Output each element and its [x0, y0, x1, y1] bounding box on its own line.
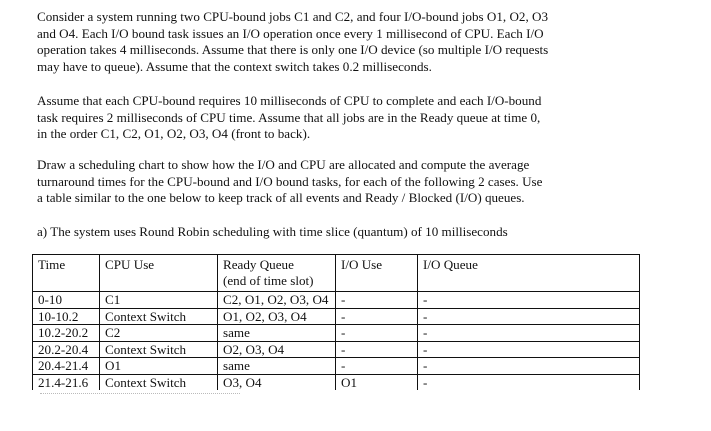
text-line: and O4. Each I/O bound task issues an I/O operation once every 1 millisecond of CPU. Each I/O: [37, 25, 544, 41]
text-line: in the order C1, C2, O1, O2, O3, O4 (front to back).: [37, 126, 311, 142]
cell-cpu-use: Context Switch: [100, 308, 218, 325]
cell-io-queue: -: [418, 308, 640, 325]
cell-time: 20.2-20.4: [33, 341, 100, 358]
cell-time: 21.4-21.6: [33, 374, 100, 390]
text-line: Consider a system running two CPU-bound jobs C1 and C2, and four I/O-bound jobs O1, O2, O3: [37, 9, 548, 24]
cell-io-queue: -: [418, 292, 640, 309]
text-line: Draw a scheduling chart to show how the I/O and CPU are allocated and compute the average: [37, 157, 530, 172]
cell-ready-queue: C2, O1, O2, O3, O4: [218, 292, 336, 309]
scheduling-table: [32, 254, 640, 390]
table-row: [33, 341, 640, 358]
cell-io-queue: -: [418, 358, 640, 375]
cell-io-use: -: [336, 358, 418, 375]
cell-io-use: -: [336, 292, 418, 309]
task-paragraph: [37, 157, 637, 207]
cell-cpu-use: Context Switch: [100, 341, 218, 358]
cell-time: 10-10.2: [33, 308, 100, 325]
header-time: Time: [33, 255, 100, 292]
table-row: [33, 325, 640, 342]
cell-ready-queue: O2, O3, O4: [218, 341, 336, 358]
cell-time: 0-10: [33, 292, 100, 309]
cell-io-use: -: [336, 308, 418, 325]
cell-cpu-use: C2: [100, 325, 218, 342]
text-line: Assume that each CPU-bound requires 10 milliseconds of CPU to complete and each I/O-bound: [37, 93, 542, 108]
header-ready-queue-label: Ready Queue: [223, 257, 294, 272]
table-row: [33, 308, 640, 325]
cell-time: 20.4-21.4: [33, 358, 100, 375]
cell-ready-queue: O1, O2, O3, O4: [218, 308, 336, 325]
text-line: turnaround times for the CPU-bound and I/O bound tasks, for each of the following 2 cases. Use: [37, 173, 543, 189]
cell-io-use: O1: [336, 374, 418, 390]
table-row: [33, 374, 640, 390]
cell-ready-queue: same: [218, 325, 336, 342]
table-row: [33, 358, 640, 375]
header-io-use: I/O Use: [336, 255, 418, 292]
text-line: operation takes 4 milliseconds. Assume that there is only one I/O device (so multiple I/O requests: [37, 42, 549, 58]
assumptions-paragraph: [37, 93, 637, 143]
cell-cpu-use: O1: [100, 358, 218, 375]
cropped-row-remnant: [40, 393, 240, 396]
cell-ready-queue: same: [218, 358, 336, 375]
header-ready-queue-sub: (end of time slot): [223, 272, 314, 288]
cell-io-queue: -: [418, 341, 640, 358]
table-header-row: [33, 255, 640, 292]
text-line: a) The system uses Round Robin scheduling with time slice (quantum) of 10 milliseconds: [37, 224, 508, 239]
text-line: task requires 2 milliseconds of CPU time. Assume that all jobs are in the Ready queue at time 0,: [37, 109, 541, 125]
cell-io-queue: -: [418, 374, 640, 390]
text-line: may have to queue). Assume that the context switch takes 0.2 milliseconds.: [37, 58, 432, 74]
cell-ready-queue: O3, O4: [218, 374, 336, 390]
intro-paragraph: [37, 9, 637, 75]
header-ready-queue: [218, 255, 336, 292]
case-a-heading: [37, 224, 637, 241]
text-line: a table similar to the one below to keep track of all events and Ready / Blocked (I/O) queues.: [37, 190, 525, 206]
cell-io-use: -: [336, 325, 418, 342]
cell-cpu-use: C1: [100, 292, 218, 309]
cell-cpu-use: Context Switch: [100, 374, 218, 390]
cell-time: 10.2-20.2: [33, 325, 100, 342]
header-io-queue: I/O Queue: [418, 255, 640, 292]
cell-io-queue: -: [418, 325, 640, 342]
cropped-bottom-edge: [32, 391, 641, 431]
table-row: [33, 292, 640, 309]
header-cpu-use: CPU Use: [100, 255, 218, 292]
cell-io-use: -: [336, 341, 418, 358]
